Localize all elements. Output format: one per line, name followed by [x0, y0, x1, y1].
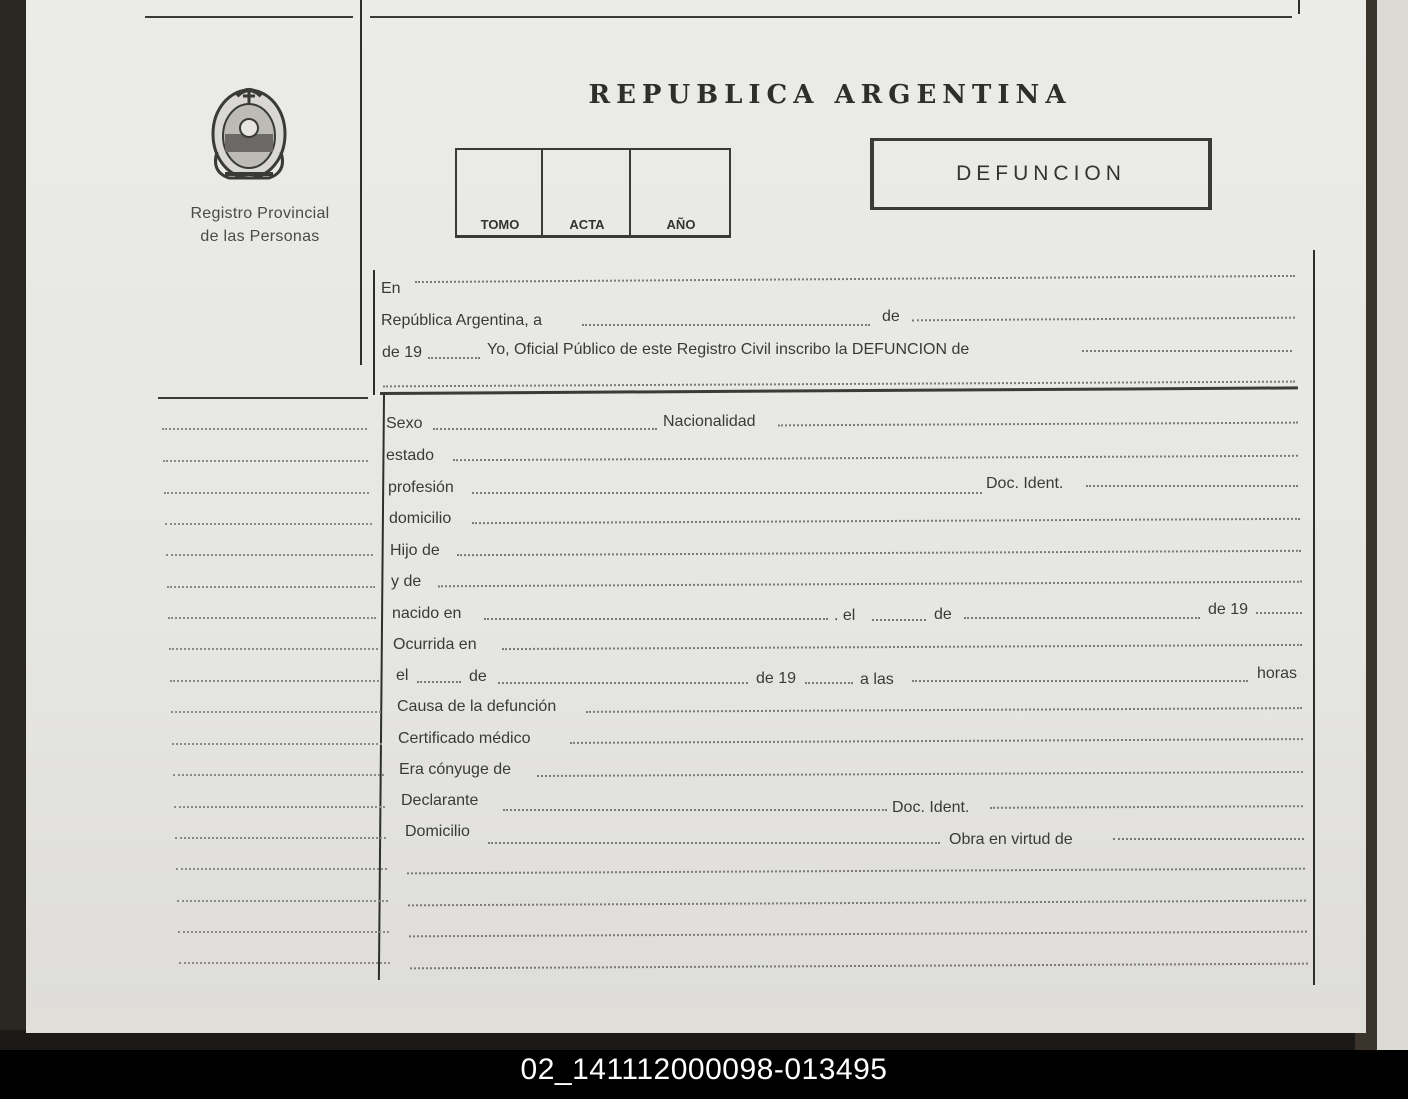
label-y-de: y de [391, 573, 422, 590]
blank-declarante [503, 809, 887, 811]
margin-note-line [175, 837, 386, 839]
margin-note-line [179, 962, 390, 964]
label-causa: Causa de la defunción [397, 698, 557, 715]
margin-note-line [173, 774, 384, 776]
right-border-lower [1313, 250, 1315, 985]
margin-note-line [172, 743, 382, 745]
label-en: En [381, 280, 401, 297]
margin-note-line [163, 460, 368, 462]
label-profesion: profesión [388, 479, 454, 496]
label-ocurrida-en: Ocurrida en [393, 636, 477, 653]
blank-obra-en-virtud [1113, 838, 1304, 840]
label-ano: AÑO [666, 217, 696, 232]
blank-domicilio-declarante [488, 842, 940, 844]
label-doc-ident-declarante: Doc. Ident. [892, 799, 970, 816]
page-title: REPUBLICA ARGENTINA [588, 80, 1072, 110]
label-hijo-de: Hijo de [390, 542, 440, 559]
margin-note-line [162, 428, 367, 430]
registry-name [160, 202, 360, 248]
label-domicilio: domicilio [389, 510, 452, 527]
label-sexo: Sexo [386, 415, 423, 432]
label-de-19-death: de 19 [756, 670, 797, 687]
right-border-top [1298, 0, 1300, 14]
label-el: . el [834, 607, 856, 624]
label-de-month: de [934, 606, 952, 623]
margin-note-line [167, 586, 375, 588]
label-acta: ACTA [569, 217, 605, 232]
column-divider-upper [360, 0, 362, 365]
top-rule-left [145, 16, 353, 18]
label-de-19-birth: de 19 [1208, 601, 1249, 618]
blank-deceased-name [1082, 350, 1292, 352]
blank-doc-ident [1086, 485, 1298, 487]
blank-birth-day [872, 619, 926, 621]
registry-line-2: de las Personas [200, 228, 320, 245]
record-number-box [455, 148, 731, 238]
margin-note-line [178, 931, 389, 933]
label-de-19: de 19 [382, 344, 423, 361]
next-page-edge [1377, 0, 1408, 1050]
blank-profesion [472, 492, 982, 494]
label-doc-ident: Doc. Ident. [986, 475, 1064, 492]
page-bottom-edge [26, 1005, 1366, 1033]
label-declarante: Declarante [401, 792, 479, 809]
label-estado: estado [386, 447, 435, 464]
blank-death-year [805, 682, 853, 684]
label-tomo: TOMO [480, 217, 520, 232]
blank-birth-month [964, 617, 1200, 619]
margin-note-line [176, 868, 387, 870]
label-horas: horas [1257, 665, 1298, 682]
column-divider-intro [373, 270, 375, 395]
image-identifier: 02_141112000098-013495 [520, 1053, 888, 1086]
margin-section-rule [158, 397, 368, 399]
margin-note-line [177, 900, 388, 902]
margin-note-line [174, 806, 385, 808]
margin-note-line [164, 492, 369, 494]
label-conyuge: Era cónyuge de [399, 761, 512, 778]
blank-year [428, 357, 480, 359]
label-a-las: a las [860, 671, 894, 688]
act-type-label: DEFUNCION [956, 162, 1126, 185]
margin-note-line [169, 648, 378, 650]
blank-day [582, 324, 870, 326]
registry-line-1: Registro Provincial [190, 205, 330, 222]
blank-sexo [433, 428, 657, 430]
label-nacido-en: nacido en [392, 605, 462, 622]
blank-nacido-en [484, 618, 828, 620]
blank-death-day [417, 681, 461, 683]
label-republica: República Argentina, a [381, 312, 542, 329]
label-de-death-month: de [469, 668, 487, 685]
label-el-death: el [396, 667, 409, 684]
label-registrar-statement: Yo, Oficial Público de este Registro Civil inscribo la DEFUNCION de [487, 341, 970, 358]
margin-note-line [165, 523, 372, 525]
label-nacionalidad: Nacionalidad [663, 413, 756, 430]
margin-note-line [171, 711, 381, 713]
margin-note-line [168, 617, 376, 619]
top-rule-right [370, 16, 1292, 18]
margin-note-line [170, 680, 379, 682]
blank-death-month [498, 682, 748, 684]
misiones-coat-of-arms-icon [203, 82, 295, 186]
label-de: de [882, 308, 900, 325]
label-certificado: Certificado médico [398, 730, 531, 747]
blank-death-time [912, 680, 1248, 682]
margin-note-line [166, 554, 373, 556]
blank-birth-year [1256, 612, 1302, 614]
label-obra-en-virtud: Obra en virtud de [949, 831, 1073, 848]
label-domicilio-declarante: Domicilio [405, 823, 470, 840]
